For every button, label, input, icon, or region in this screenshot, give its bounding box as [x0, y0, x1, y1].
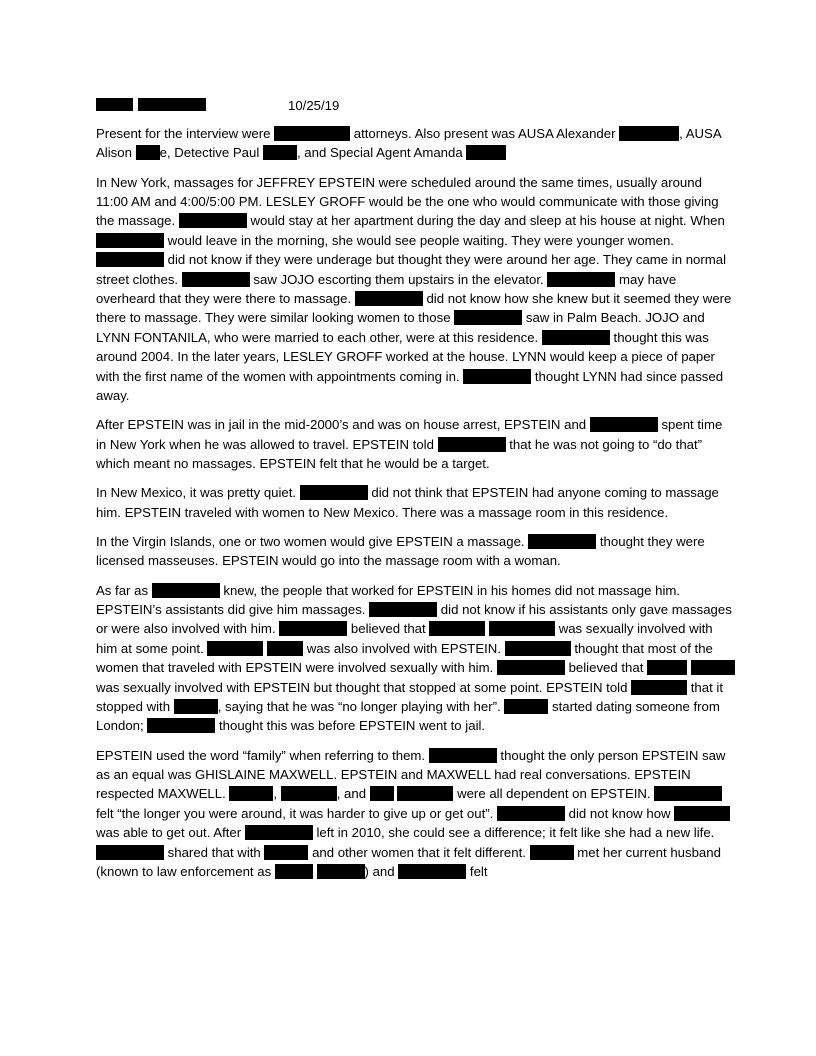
text-segment: left in 2010, she could see a difference; it felt like she had a new life.: [312, 825, 715, 841]
redaction-block: [174, 699, 218, 714]
text-segment: ,: [273, 786, 281, 802]
text-segment: In New York, massages for JEFFREY EPSTEIN were scheduled around the same times, usually around 11:00 AM and 4:00/5:00 PM. LESLEY GROFF would be the one who would communicate with those giving the massage.: [96, 174, 719, 229]
text-segment: saw JOJO escorting them upstairs in the elevator.: [249, 271, 548, 287]
text-segment: started dating someone from London;: [96, 698, 720, 734]
document-date: 10/25/19: [288, 98, 340, 113]
text-segment: did not know if they were underage but thought they were around her age. They came in normal street clothes.: [96, 252, 727, 287]
paragraph-new-mexico: [96, 483, 736, 522]
redaction-block: [528, 534, 596, 549]
redaction-block: [647, 660, 687, 675]
redaction-block: [152, 583, 220, 598]
text-segment: In the Virgin Islands, one or two women would give EPSTEIN a massage.: [96, 533, 529, 549]
redaction-block: [438, 437, 506, 452]
redaction-block: [489, 621, 555, 636]
paragraph-assistants: [96, 581, 736, 736]
redaction-block: [281, 786, 337, 801]
paragraph-virgin-islands: [96, 532, 736, 571]
text-segment: , AUSA Alison: [96, 126, 721, 161]
text-segment: shared that with: [164, 844, 265, 860]
redaction-block: [245, 825, 313, 840]
text-segment: thought they were licensed masseuses. EPSTEIN would go into the massage room with a woman.: [96, 533, 705, 569]
text-segment: that he was not going to “do that” which meant no massages. EPSTEIN felt that he would be a target.: [96, 436, 703, 472]
text-segment: , saying that he was “no longer playing with her”.: [217, 698, 505, 714]
redaction-block: [691, 660, 735, 675]
text-segment: was able to get out. After: [96, 825, 245, 841]
redaction-block: [96, 233, 164, 248]
redaction-block: [96, 98, 133, 111]
redaction-block: [619, 126, 679, 141]
redaction-block: [147, 718, 215, 733]
text-segment: was also involved with EPSTEIN.: [303, 640, 505, 656]
text-segment: , and Special Agent Amanda: [296, 145, 467, 161]
text-segment: Present for the interview were: [96, 126, 275, 141]
redaction-block: [463, 369, 531, 384]
redaction-block: [454, 310, 522, 325]
text-segment: thought this was around 2004. In the later years, LESLEY GROFF worked at the house. LYNN would keep a piece of paper with the first name of the women with appointments coming in.: [96, 329, 715, 384]
text-segment: did not think that EPSTEIN had anyone coming to massage him. EPSTEIN traveled with women to New Mexico. There was a massage room in this residence.: [96, 485, 719, 520]
text-segment: believed that: [347, 621, 430, 637]
paragraph-attendees: [96, 124, 736, 163]
redaction-block: [267, 641, 303, 656]
text-segment: did not know how: [564, 805, 675, 821]
redaction-block: [547, 272, 615, 287]
text-segment: may have overheard that they were there to massage.: [96, 271, 677, 307]
redaction-block: [275, 864, 313, 879]
text-segment: ) and: [364, 864, 399, 879]
redaction-block: [369, 602, 437, 617]
redaction-block: [207, 641, 263, 656]
redaction-block: [138, 98, 206, 111]
text-segment: In New Mexico, it was pretty quiet.: [96, 485, 300, 501]
text-segment: As far as: [96, 582, 152, 598]
redaction-block: [542, 330, 610, 345]
document-header: [96, 96, 736, 116]
redaction-block: [466, 145, 506, 160]
redaction-block: [136, 145, 160, 160]
text-segment: thought LYNN had since passed away.: [96, 368, 724, 404]
paragraph-house-arrest: [96, 415, 736, 473]
redaction-block: [505, 641, 571, 656]
text-segment: was sexually involved with him at some point.: [96, 621, 713, 656]
redaction-block: [317, 864, 365, 879]
text-segment: felt: [466, 864, 488, 879]
text-segment: did not know if his assistants only gave massages or were also involved with him.: [96, 601, 732, 637]
redaction-block: [429, 748, 497, 763]
redaction-block: [274, 126, 350, 141]
text-segment: met her current husband (known to law enforcement as: [96, 844, 721, 879]
redaction-block: [96, 252, 164, 267]
redaction-block: [300, 485, 368, 500]
text-segment: thought the only person EPSTEIN saw as an equal was GHISLAINE MAXWELL. EPSTEIN and MAXWELL had real conversations. EPSTEIN respected MAXWELL.: [96, 747, 726, 802]
redaction-block: [504, 699, 548, 714]
redaction-block: [398, 864, 466, 879]
text-segment: did not know how she knew but it seemed they were there to massage. They were similar looking women to those: [96, 291, 732, 326]
text-segment: that it stopped with: [96, 679, 724, 714]
paragraph-family: [96, 746, 736, 882]
text-segment: spent time in New York when he was allowed to travel. EPSTEIN told: [96, 417, 723, 452]
text-segment: attorneys. Also present was AUSA Alexander: [350, 126, 620, 141]
redaction-block: [370, 786, 394, 801]
text-segment: and other women that it felt different.: [308, 844, 530, 860]
redaction-block: [96, 845, 164, 860]
redaction-block: [179, 213, 247, 228]
redaction-block: [429, 621, 485, 636]
redaction-block: [264, 845, 308, 860]
text-segment: e, Detective Paul: [159, 145, 263, 161]
redaction-block: [497, 806, 565, 821]
text-segment: was sexually involved with EPSTEIN but thought that stopped at some point. EPSTEIN told: [96, 679, 632, 695]
redaction-block: [397, 786, 453, 801]
text-segment: were all dependent on EPSTEIN.: [453, 786, 655, 802]
text-segment: After EPSTEIN was in jail in the mid-2000’s and was on house arrest, EPSTEIN and: [96, 417, 590, 433]
text-segment: felt “the longer you were around, it was harder to give up or get out”.: [96, 805, 497, 821]
redaction-block: [530, 845, 574, 860]
text-segment: thought that most of the women that traveled with EPSTEIN were involved sexually with him.: [96, 640, 713, 676]
text-segment: would leave in the morning, she would see people waiting. They were younger women.: [164, 232, 674, 248]
text-segment: knew, the people that worked for EPSTEIN in his homes did not massage him. EPSTEIN’s assistants did give him massages.: [96, 582, 681, 617]
text-segment: , and: [336, 786, 370, 802]
document-page: [96, 96, 736, 891]
redaction-block: [279, 621, 347, 636]
redaction-block: [182, 272, 250, 287]
text-segment: would stay at her apartment during the day and sleep at his house at night. When: [246, 213, 725, 229]
text-segment: EPSTEIN used the word “family” when referring to them.: [96, 747, 429, 763]
redaction-block: [674, 806, 730, 821]
redaction-block: [590, 417, 658, 432]
paragraph-new-york: [96, 173, 736, 406]
redaction-block: [631, 680, 687, 695]
redaction-block: [497, 660, 565, 675]
text-segment: saw in Palm Beach. JOJO and LYNN FONTANILA, who were married to each other, were at this residence.: [96, 310, 705, 345]
text-segment: believed that: [564, 660, 648, 676]
redaction-block: [654, 786, 722, 801]
redaction-block: [229, 786, 273, 801]
text-segment: thought this was before EPSTEIN went to jail.: [215, 718, 486, 734]
redaction-block: [263, 145, 297, 160]
redaction-block: [355, 291, 423, 306]
